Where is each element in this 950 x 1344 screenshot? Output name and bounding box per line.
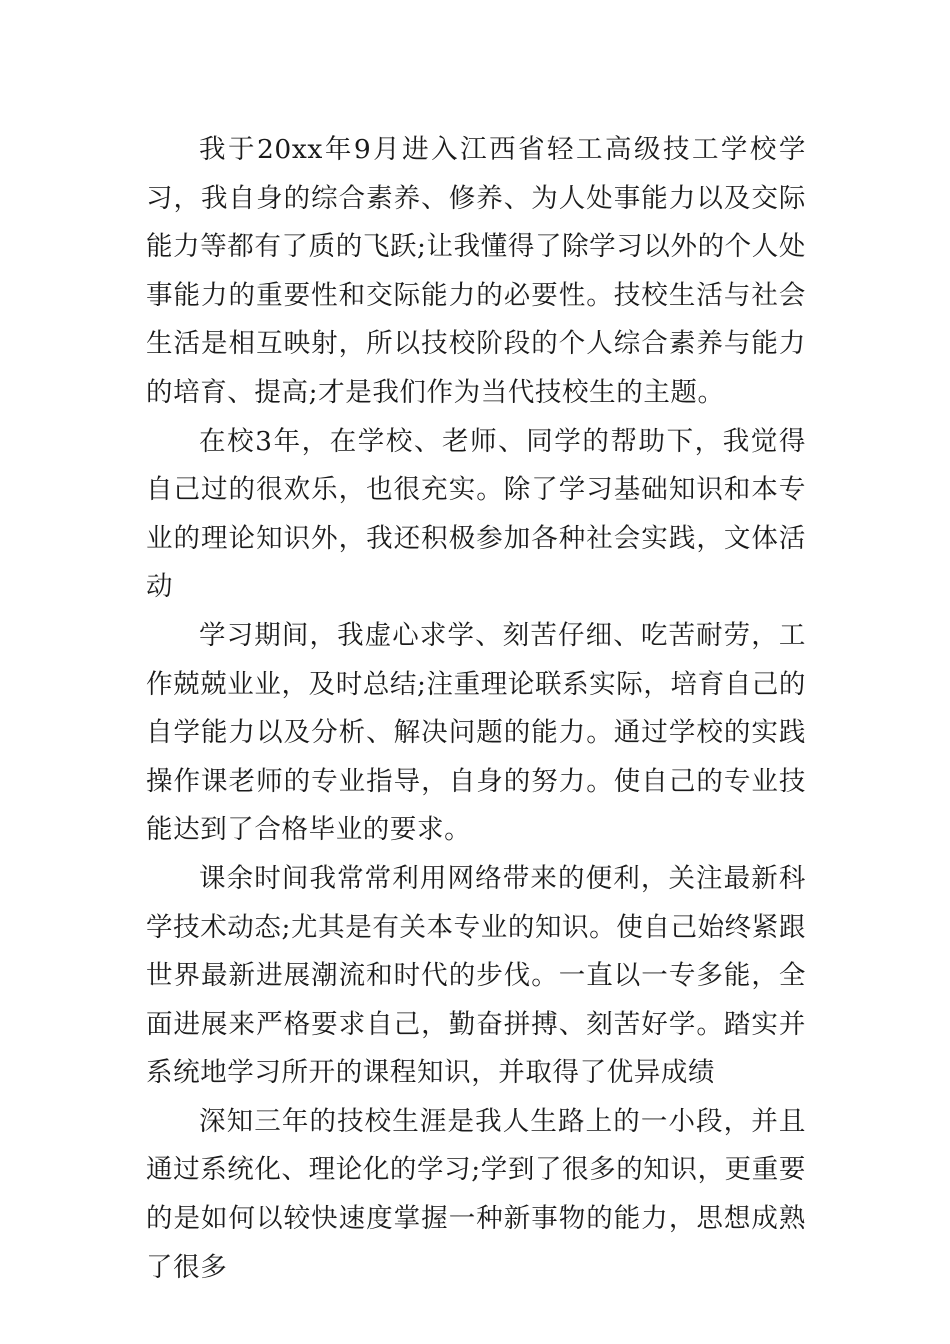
paragraph-4: 课余时间我常常利用网络带来的便利，关注最新科学技术动态;尤其是有关本专业的知识。使自己始终紧跟世界最新进展潮流和时代的步伐。一直以一专多能，全面进展来严格要求自己，勤奋拼搏、刻苦好学。踏实并系统地学习所开的课程知识，并取得了优异成绩: [146, 862, 806, 1089]
paragraph-2: 在校3年，在学校、老师、同学的帮助下，我觉得自己过的很欢乐，也很充实。除了学习基础知识和本专业的理论知识外，我还积极参加各种社会实践，文体活动: [146, 425, 806, 603]
paragraph-3: 学习期间，我虚心求学、刻苦仔细、吃苦耐劳，工作兢兢业业，及时总结;注重理论联系实际，培育自己的自学能力以及分析、解决问题的能力。通过学校的实践操作课老师的专业指导，自身的努力。使自己的专业技能达到了合格毕业的要求。: [146, 619, 806, 846]
paragraph-5: 深知三年的技校生涯是我人生路上的一小段，并且通过系统化、理论化的学习;学到了很多的知识，更重要的是如何以较快速度掌握一种新事物的能力，思想成熟了很多: [146, 1105, 806, 1283]
paragraph-1: 我于20xx年9月进入江西省轻工高级技工学校学习，我自身的综合素养、修养、为人处事能力以及交际能力等都有了质的飞跃;让我懂得了除学习以外的个人处事能力的重要性和交际能力的必要性。技校生活与社会生活是相互映射，所以技校阶段的个人综合素养与能力的培育、提高;才是我们作为当代技校生的主题。: [146, 134, 806, 408]
document-body: [146, 126, 806, 1292]
